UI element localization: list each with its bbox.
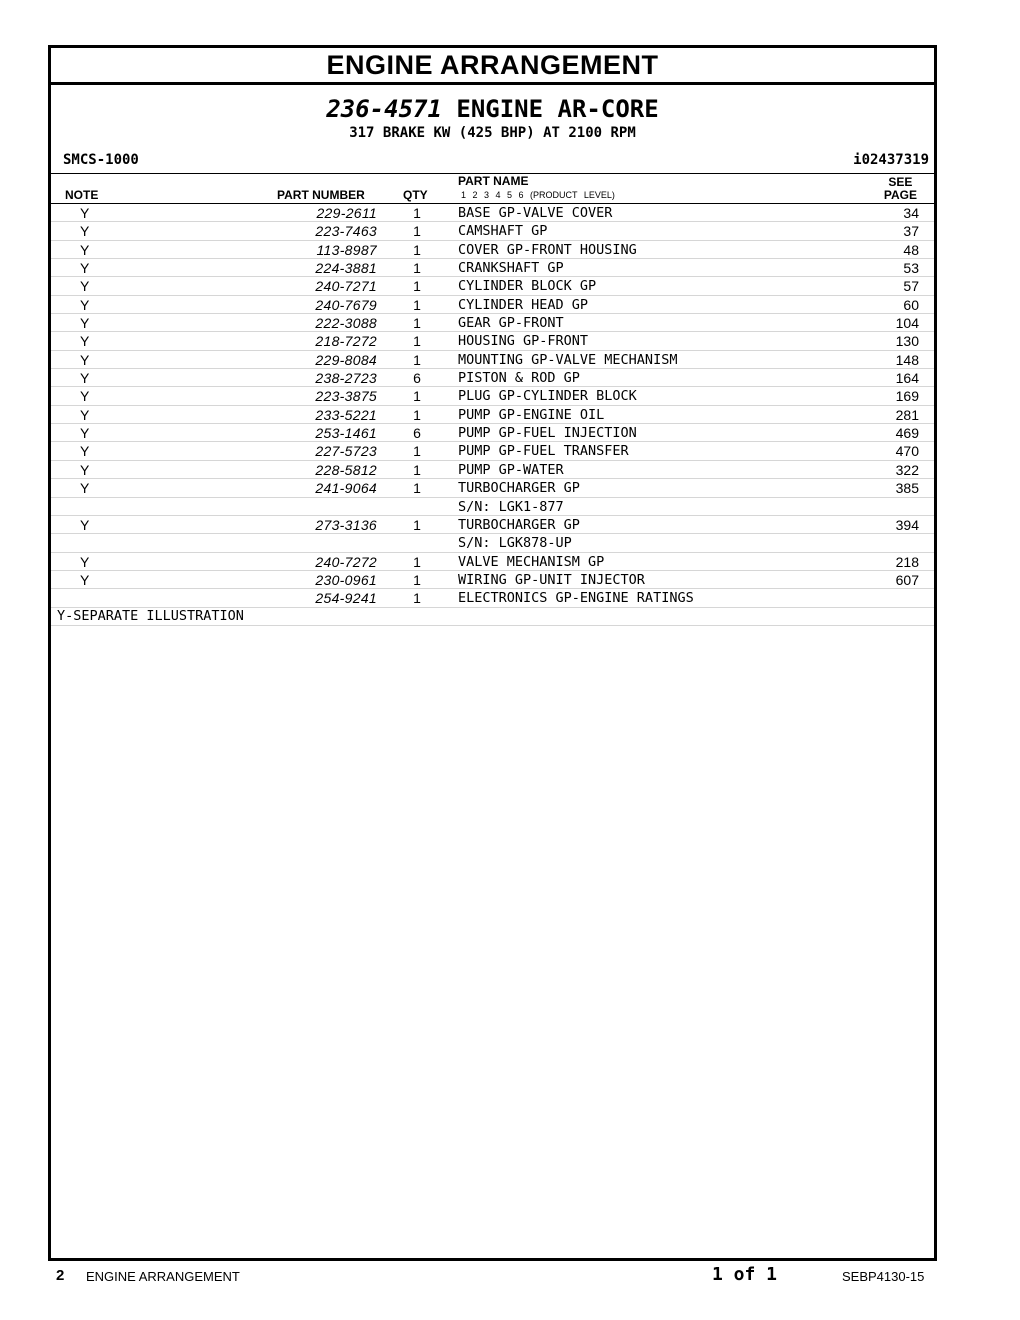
group-header	[51, 85, 934, 174]
table-row	[51, 442, 934, 460]
table-row	[51, 222, 934, 240]
table-row	[51, 351, 934, 369]
row-part-number[interactable]: 253-1461	[315, 425, 377, 442]
row-note: Y	[80, 461, 90, 478]
row-qty: 1	[413, 296, 421, 313]
row-qty: 1	[413, 388, 421, 405]
row-part-name: PLUG GP-CYLINDER BLOCK	[458, 388, 637, 405]
table-row	[51, 387, 934, 405]
row-part-name: PUMP GP-FUEL INJECTION	[458, 425, 637, 442]
group-title	[51, 95, 934, 123]
row-see-page[interactable]: 218	[895, 553, 919, 570]
group-name: ENGINE AR-CORE	[456, 95, 659, 123]
row-part-number[interactable]: 230-0961	[315, 571, 377, 588]
row-qty: 1	[413, 241, 421, 258]
table-row	[51, 241, 934, 259]
parts-table	[51, 204, 934, 608]
row-part-name: CAMSHAFT GP	[458, 223, 548, 240]
row-qty: 1	[413, 223, 421, 240]
table-row	[51, 424, 934, 442]
row-qty: 1	[413, 553, 421, 570]
row-part-number[interactable]: 223-7463	[315, 223, 377, 240]
column-qty: QTY	[403, 188, 428, 202]
title-bar	[51, 48, 934, 85]
row-note: Y	[80, 223, 90, 240]
row-qty: 1	[413, 351, 421, 368]
row-part-number[interactable]: 222-3088	[315, 315, 377, 332]
row-part-name: PISTON & ROD GP	[458, 370, 580, 387]
row-see-page[interactable]: 130	[895, 333, 919, 350]
row-see-page[interactable]: 385	[895, 480, 919, 497]
column-page: PAGE	[883, 188, 917, 202]
row-part-name: PUMP GP-WATER	[458, 461, 564, 478]
table-row	[51, 332, 934, 350]
row-note: Y	[80, 296, 90, 313]
row-part-name: MOUNTING GP-VALVE MECHANISM	[458, 351, 678, 368]
row-note: Y	[80, 516, 90, 533]
row-part-number[interactable]: 240-7272	[315, 553, 377, 570]
row-note: Y	[80, 443, 90, 460]
row-qty: 1	[413, 333, 421, 350]
page-frame	[48, 45, 937, 1261]
row-note: Y	[80, 205, 90, 221]
row-qty: 1	[413, 461, 421, 478]
row-part-name: GEAR GP-FRONT	[458, 315, 564, 332]
row-part-number[interactable]: 218-7272	[315, 333, 377, 350]
group-subtitle: 317 BRAKE KW (425 BHP) AT 2100 RPM	[349, 125, 636, 141]
row-qty: 1	[413, 205, 421, 221]
row-note: Y	[80, 571, 90, 588]
row-note: Y	[80, 241, 90, 258]
row-note: Y	[80, 351, 90, 368]
row-note: Y	[80, 315, 90, 332]
row-note: Y	[80, 370, 90, 387]
row-see-page[interactable]: 53	[903, 260, 919, 277]
row-part-number[interactable]: 241-9064	[315, 480, 377, 497]
row-part-number[interactable]: 223-3875	[315, 388, 377, 405]
table-row	[51, 369, 934, 387]
row-note: Y	[80, 278, 90, 295]
row-qty: 1	[413, 571, 421, 588]
footer-page-of: 1 of 1	[712, 1264, 778, 1285]
illustration-id: i02437319	[853, 152, 929, 168]
row-part-name: PUMP GP-FUEL TRANSFER	[458, 443, 629, 460]
row-qty: 1	[413, 516, 421, 533]
column-header	[51, 174, 934, 204]
row-part-name: PUMP GP-ENGINE OIL	[458, 406, 605, 423]
row-see-page[interactable]: 104	[895, 315, 919, 332]
table-row	[51, 296, 934, 314]
row-qty: 6	[413, 370, 421, 387]
row-qty: 1	[413, 406, 421, 423]
row-see-page[interactable]: 281	[895, 406, 919, 423]
column-see: SEE	[888, 175, 913, 189]
row-see-page[interactable]: 57	[903, 278, 919, 295]
footer-doc-id: SEBP4130-15	[842, 1269, 925, 1284]
row-part-name: S/N: LGK878-UP	[458, 535, 572, 552]
column-product-level: 1 2 3 4 5 6 (PRODUCT LEVEL)	[461, 190, 615, 200]
table-row	[51, 259, 934, 277]
row-part-name: TURBOCHARGER GP	[458, 480, 580, 497]
row-note: Y	[80, 388, 90, 405]
row-see-page[interactable]: 470	[895, 443, 919, 460]
page-title: ENGINE ARRANGEMENT	[326, 50, 659, 80]
table-row	[51, 461, 934, 479]
footer-page-number: 2	[56, 1267, 65, 1284]
table-row	[51, 571, 934, 589]
row-part-name: S/N: LGK1-877	[458, 498, 564, 515]
table-row	[51, 479, 934, 497]
row-part-name: COVER GP-FRONT HOUSING	[458, 241, 637, 258]
row-part-number[interactable]: 229-2611	[316, 205, 377, 221]
row-qty: 1	[413, 443, 421, 460]
row-part-number[interactable]: 113-8987	[316, 241, 377, 258]
table-row	[51, 553, 934, 571]
row-part-number[interactable]: 238-2723	[315, 370, 377, 387]
row-note: Y	[80, 333, 90, 350]
row-see-page[interactable]: 34	[903, 205, 919, 221]
row-part-number[interactable]: 229-8084	[315, 351, 377, 368]
row-part-name: TURBOCHARGER GP	[458, 516, 580, 533]
table-row	[51, 516, 934, 534]
column-see-page	[884, 176, 917, 202]
row-note: Y	[80, 260, 90, 277]
column-note: NOTE	[65, 188, 99, 202]
row-see-page[interactable]: 469	[895, 425, 919, 442]
row-part-name: BASE GP-VALVE COVER	[458, 205, 613, 221]
row-qty: 1	[413, 278, 421, 295]
row-qty: 6	[413, 425, 421, 442]
row-see-page[interactable]: 607	[895, 571, 919, 588]
page-footer	[0, 1264, 1020, 1288]
table-row	[51, 204, 934, 222]
table-row	[51, 589, 934, 607]
row-part-name: CYLINDER BLOCK GP	[458, 278, 597, 295]
row-part-name: WIRING GP-UNIT INJECTOR	[458, 571, 645, 588]
row-part-name: VALVE MECHANISM GP	[458, 553, 605, 570]
row-see-page[interactable]: 164	[895, 370, 919, 387]
row-part-number[interactable]: 240-7679	[315, 296, 377, 313]
row-see-page[interactable]: 48	[903, 241, 919, 258]
row-part-number[interactable]: 240-7271	[315, 278, 377, 295]
row-see-page[interactable]: 394	[895, 516, 919, 533]
row-note: Y	[80, 425, 90, 442]
row-see-page[interactable]: 148	[895, 351, 919, 368]
row-part-name: CYLINDER HEAD GP	[458, 296, 589, 313]
row-qty: 1	[413, 480, 421, 497]
row-part-name: ELECTRONICS GP-ENGINE RATINGS	[458, 590, 694, 607]
row-note: Y	[80, 480, 90, 497]
row-see-page[interactable]: 60	[903, 296, 919, 313]
row-part-name: HOUSING GP-FRONT	[458, 333, 589, 350]
row-part-number[interactable]: 254-9241	[315, 590, 377, 607]
row-part-number[interactable]: 227-5723	[315, 443, 377, 460]
table-row	[51, 314, 934, 332]
table-row	[51, 277, 934, 295]
legend-note: Y-SEPARATE ILLUSTRATION	[51, 608, 934, 626]
column-part-name: PART NAME	[458, 174, 529, 188]
row-qty: 1	[413, 260, 421, 277]
row-part-name: CRANKSHAFT GP	[458, 260, 564, 277]
row-see-page[interactable]: 37	[903, 223, 919, 240]
row-see-page[interactable]: 169	[895, 388, 919, 405]
row-part-number[interactable]: 224-3881	[315, 260, 377, 277]
table-row	[51, 406, 934, 424]
column-part-number: PART NUMBER	[277, 188, 365, 202]
row-part-number[interactable]: 273-3136	[315, 516, 377, 533]
footer-section: ENGINE ARRANGEMENT	[86, 1269, 240, 1284]
row-note: Y	[80, 553, 90, 570]
table-row	[51, 498, 934, 516]
row-part-number[interactable]: 233-5221	[315, 406, 377, 423]
row-see-page[interactable]: 322	[895, 461, 919, 478]
smcs-code: SMCS-1000	[63, 152, 139, 168]
row-qty: 1	[413, 315, 421, 332]
row-qty: 1	[413, 590, 421, 607]
row-note: Y	[80, 406, 90, 423]
group-part-number[interactable]: 236-4571	[326, 95, 442, 123]
table-row	[51, 534, 934, 552]
row-part-number[interactable]: 228-5812	[315, 461, 377, 478]
